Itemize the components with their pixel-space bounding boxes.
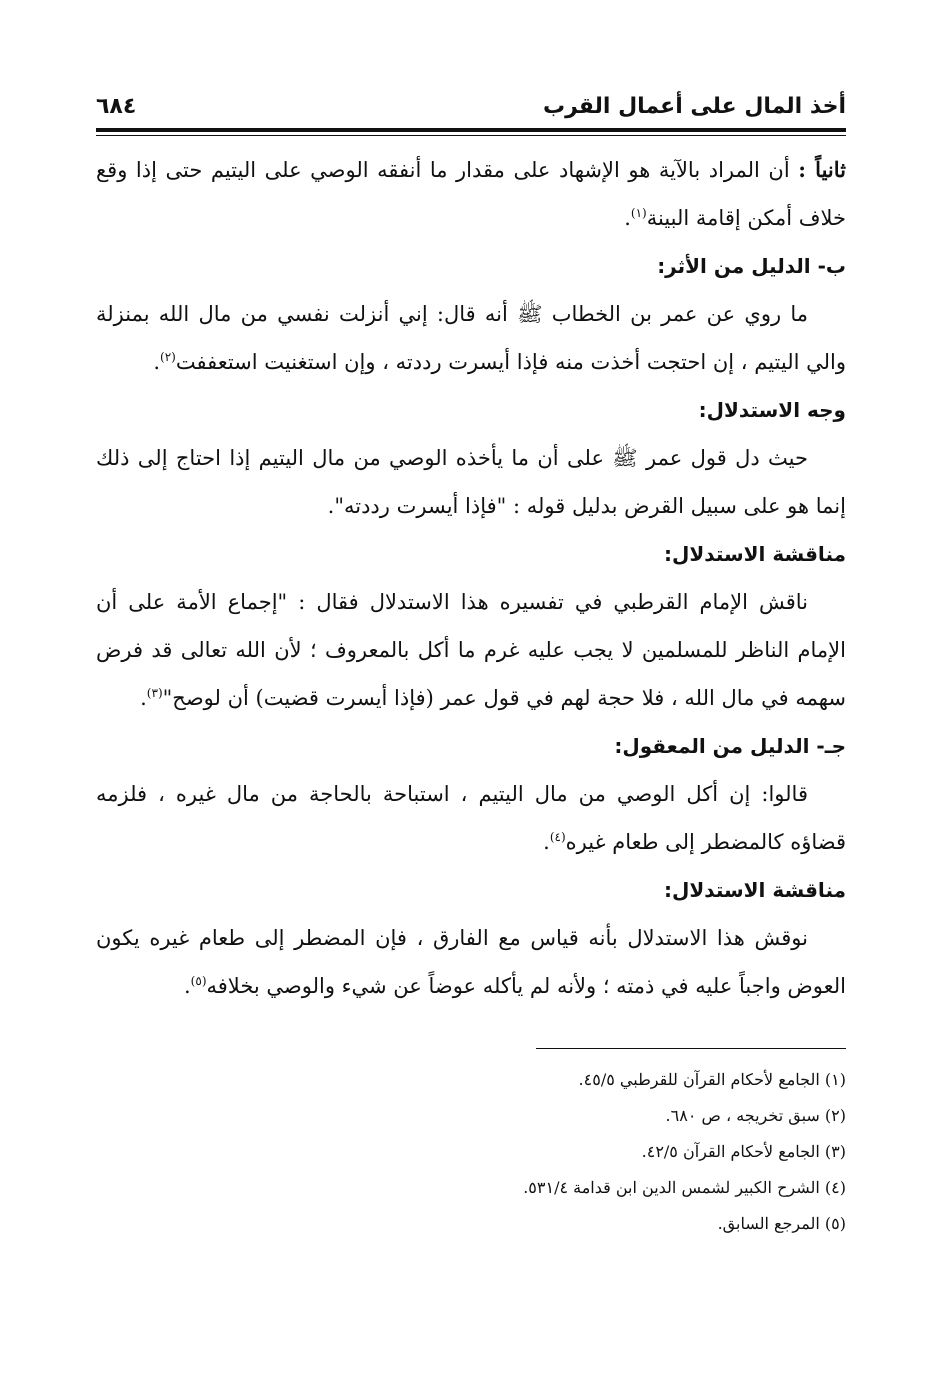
page-header <box>96 86 846 126</box>
header-rule-thin <box>96 135 846 136</box>
section-heading-munaqasha-1: مناقشة الاستدلال: <box>664 542 846 566</box>
paragraph-text: ما روي عن عمر بن الخطاب ﷺ أنه قال: إني أنزلت نفسي من مال الله بمنزلة والي اليتيم ، إن احتجت أخذت منه فإذا أيسرت رددته ، وإن استغنيت استعففت <box>96 302 846 374</box>
paragraph-thaniyan: ثانياً : أن المراد بالآية هو الإشهاد على مقدار ما أنفقه الوصي على اليتيم حتى إذا وقع خلاف أمكن إقامة البينة$^{(١)}$. <box>96 157 846 230</box>
paragraph-umar-quote: ما روي عن عمر بن الخطاب ﷺ أنه قال: إني أنزلت نفسي من مال الله بمنزلة والي اليتيم ، إن احتجت أخذت منه فإذا أيسرت رددته ، وإن استغنيت استعففت$^{(٢)}$. <box>96 302 846 374</box>
footnote-separator <box>536 1048 846 1049</box>
footnote-item: (٥) المرجع السابق. <box>717 1214 846 1233</box>
footnote-ref-4: (٤) <box>549 830 566 844</box>
paragraph-text: نوقش هذا الاستدلال بأنه قياس مع الفارق ، فإن المضطر إلى طعام غيره يكون العوض واجباً عليه في ذمته ؛ ولأنه لم يأكله عوضاً عن شيء والوصي بخلافه <box>96 926 846 998</box>
paragraph-qiyas: نوقش هذا الاستدلال بأنه قياس مع الفارق ، فإن المضطر إلى طعام غيره يكون العوض واجباً عليه في ذمته ؛ ولأنه لم يأكله عوضاً عن شيء والوصي بخلافه$^{(٥)}$. <box>96 926 846 998</box>
paragraph-text: قالوا: إن أكل الوصي من مال اليتيم ، استباحة بالحاجة من مال غيره ، فلزمه قضاؤه كالمضطر إلى طعام غيره <box>96 782 846 854</box>
paragraph-lead: ثانياً : <box>798 157 846 182</box>
footnote-item: (٣) الجامع لأحكام القرآن ٤٢/٥. <box>641 1142 846 1161</box>
footnotes <box>96 1062 846 1242</box>
paragraph-maqul: قالوا: إن أكل الوصي من مال اليتيم ، استباحة بالحاجة من مال غيره ، فلزمه قضاؤه كالمضطر إلى طعام غيره$^{(٤)}$. <box>96 782 846 854</box>
main-text <box>96 146 846 1010</box>
page-number: ٦٨٤ <box>96 93 137 119</box>
footnote-item: (١) الجامع لأحكام القرآن للقرطبي ٤٥/٥. <box>578 1070 846 1089</box>
footnote-ref-5: (٥) <box>190 974 207 988</box>
footnote-ref-1: (١) <box>630 206 647 220</box>
section-heading-wajh: وجه الاستدلال: <box>698 398 846 422</box>
footnote-ref-3: (٣) <box>146 686 163 700</box>
footnote-ref-2: (٢) <box>160 350 176 364</box>
running-title: أخذ المال على أعمال القرب <box>542 93 846 119</box>
header-rule-thick <box>96 128 846 132</box>
paragraph-text: حيث دل قول عمر ﷺ على أن ما يأخذه الوصي من مال اليتيم إذا احتاج إلى ذلك إنما هو على سبيل القرض بدليل قوله : "فإذا أيسرت رددته". <box>96 446 846 518</box>
footnote-item: (٤) الشرح الكبير لشمس الدين ابن قدامة ٥٣١/٤. <box>523 1178 846 1197</box>
section-heading-munaqasha-2: مناقشة الاستدلال: <box>664 878 846 902</box>
paragraph-qurtubi: ناقش الإمام القرطبي في تفسيره هذا الاستدلال فقال : "إجماع الأمة على أن الإمام الناظر للمسلمين لا يجب عليه غرم ما أكل بالمعروف ؛ لأن الله تعالى قد فرض سهمه في مال الله ، فلا حجة لهم في قول عمر (فإذا أيسرت قضيت) أن لوصح"$^{(٣)}$. <box>96 590 846 710</box>
footnote-item: (٢) سبق تخريجه ، ص ٦٨٠. <box>665 1106 846 1125</box>
paragraph-wajh <box>96 434 846 530</box>
section-heading-athar: ب- الدليل من الأثر: <box>657 254 846 278</box>
section-heading-maqul: جـ- الدليل من المعقول: <box>614 734 846 758</box>
paragraph-text: ناقش الإمام القرطبي في تفسيره هذا الاستدلال فقال : "إجماع الأمة على أن الإمام الناظر للمسلمين لا يجب عليه غرم ما أكل بالمعروف ؛ لأن الله تعالى قد فرض سهمه في مال الله ، فلا حجة لهم في قول عمر (فإذا أيسرت قضيت) أن لوصح" <box>96 590 846 710</box>
paragraph-text: أن المراد بالآية هو الإشهاد على مقدار ما أنفقه الوصي على اليتيم حتى إذا وقع خلاف أمكن إقامة البينة <box>96 158 846 230</box>
